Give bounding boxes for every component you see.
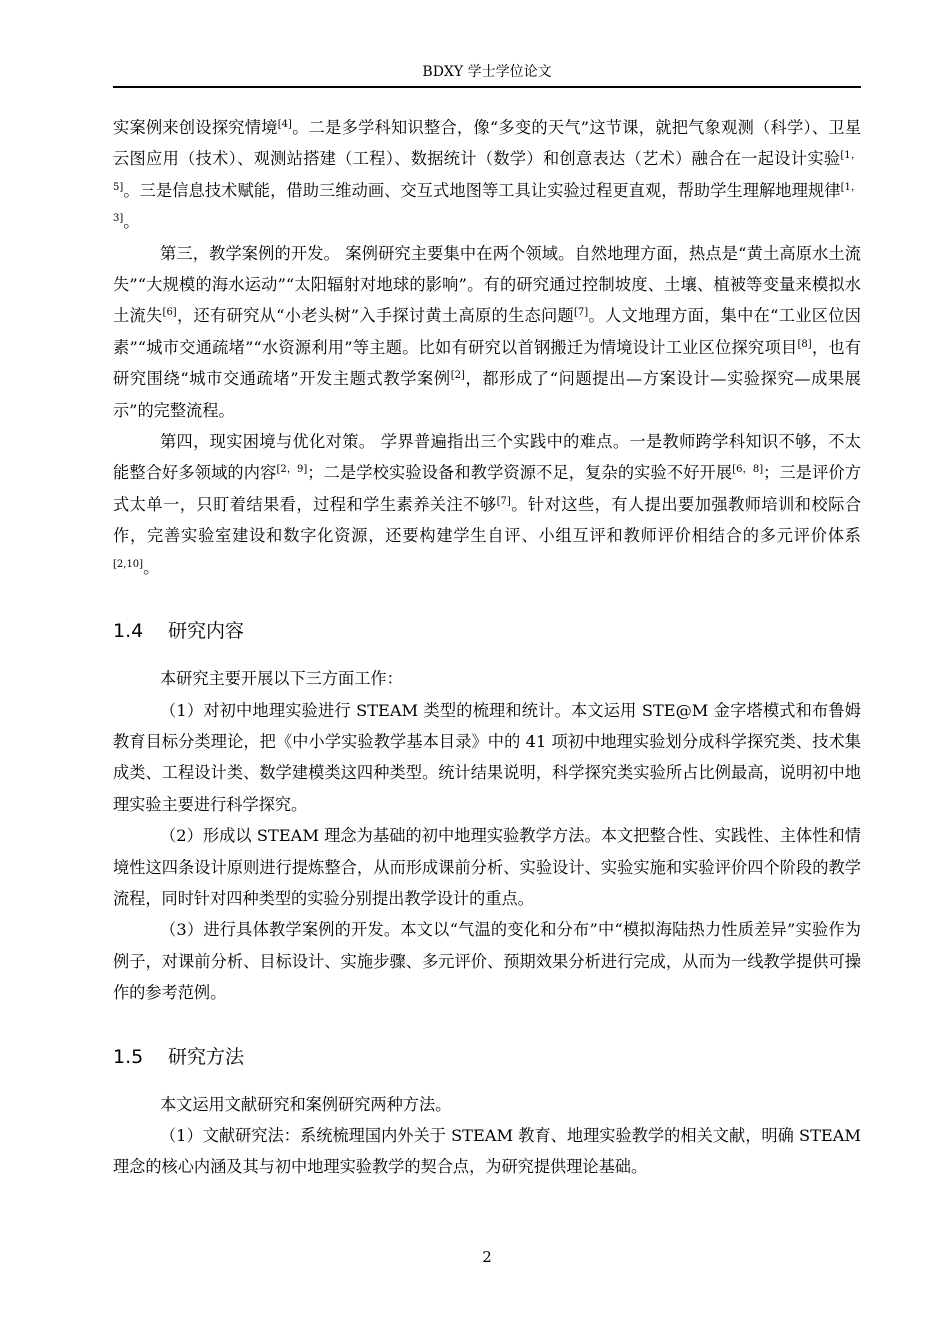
citation-ref: [2,10]	[113, 558, 144, 570]
paragraph-text: 。三是信息技术赋能，借助三维动画、交互式地图等工具让实验过程更直观，帮助学生理解地理规律	[123, 180, 841, 200]
citation-ref: [7]	[574, 307, 589, 319]
paragraph: （2）形成以 STEAM 理念为基础的初中地理实验教学方法。本文把整合性、实践性、主体性和情境性这四条设计原则进行提炼整合，从而形成课前分析、实验设计、实验实施和实验评价四个阶段的教学流程，同时针对四种类型的实验分别提出教学设计的重点。	[113, 826, 861, 908]
paragraph-text: 。人文地理方面，集中在“工业区位因素”“城市交通疏堵”“水资源利用”等主题。比如有研究以首钢搬迁为情境设计工业区位探究项目	[113, 306, 861, 357]
paragraph-text: ；二是学校实验设备和教学资源不足，复杂的实验不好开展	[307, 463, 733, 483]
paragraph	[113, 238, 861, 426]
paragraph	[113, 112, 861, 238]
paragraph-text: 第四，现实困境与优化对策。 学界普遍指出三个实践中的难点。一是教师跨学科知识不够，不太能整合好多领域的内容	[113, 432, 861, 483]
paragraph-text: 。针对这些，有人提出要加强教师培训和校际合作，完善实验室建设和数字化资源，还要构建学生自评、小组互评和教师评价相结合的多元评价体系	[113, 494, 862, 546]
citation-ref: [1，3]	[113, 181, 862, 225]
paragraph: 本文运用文献研究和案例研究两种方法。	[159, 1094, 452, 1114]
citation-ref: [6，8]	[732, 464, 764, 476]
paragraph-text: ；三是评价方式太单一，只盯着结果看，过程和学生素养关注不够	[113, 463, 862, 514]
paragraph-text: ，还有研究从“小老头树”入手探讨黄土高原的生态问题	[176, 306, 575, 326]
paragraph: （1）文献研究法：系统梳理国内外关于 STEAM 教育、地理实验教学的相关文献，明确 STEAM 理念的核心内涵及其与初中地理实验教学的契合点，为研究提供理论基础。	[113, 1125, 861, 1177]
page-header: BDXY 学士学位论文	[422, 64, 552, 80]
section-heading-1-5	[113, 1025, 861, 1089]
page-body	[113, 112, 861, 1183]
paragraph: 本研究主要开展以下三方面工作：	[159, 669, 403, 689]
section-title: 研究方法	[168, 1045, 245, 1068]
paragraph-text: 第三，教学案例的开发。 案例研究主要集中在两个领域。自然地理方面，热点是“黄土高原水土流失”“大规模的海水运动”“太阳辐射对地球的影响”。有的研究通过控制坡度、土壤、植被等变量来模拟水土流失	[113, 243, 861, 326]
paragraph-text: 实案例来创设探究情境	[113, 118, 278, 137]
citation-ref: [2，9]	[276, 464, 308, 476]
paragraph-text: 。	[123, 212, 140, 232]
paragraph-text: ，都形成了“问题提出—方案设计—实验探究—成果展示”的完整流程。	[113, 369, 861, 420]
section-title: 研究内容	[168, 620, 245, 643]
page-number: 2	[482, 1248, 492, 1266]
section-number: 1.4	[113, 620, 144, 643]
spacer	[113, 1009, 861, 1025]
paragraph: （3）进行具体教学案例的开发。本文以“气温的变化和分布”中“模拟海陆热力性质差异”实验作为例子，对课前分析、目标设计、实施步骤、多元评价、预期效果分析进行完成，从而为一线教学提供可操作的参考范例。	[113, 920, 861, 1003]
citation-ref: [1，5]	[113, 150, 862, 193]
header-rule	[113, 86, 861, 88]
citation-ref: [2]	[450, 370, 465, 382]
section-number: 1.5	[113, 1045, 144, 1068]
spacer	[113, 583, 861, 599]
citation-ref: [6]	[162, 307, 177, 319]
citation-ref: [4]	[277, 119, 292, 130]
citation-ref: [7]	[496, 495, 511, 507]
citation-ref: [8]	[797, 338, 812, 350]
paragraph-text: 。二是多学科知识整合，像“多变的天气”这节课，就把气象观测（科学）、卫星云图应用（技术）、观测站搭建（工程）、数据统计（数学）和创意表达（艺术）融合在一起设计实验	[113, 118, 862, 169]
paragraph: （1）对初中地理实验进行 STEAM 类型的梳理和统计。本文运用 STE@M 金字塔模式和布鲁姆教育目标分类理论，把《中小学实验教学基本目录》中的 41 项初中地理实验划分成科学探究类、技术集成类、工程设计类、数学建模类这四种类型。统计结果说明，科学探究类实验所占比例最高，说明初中地理实验主要进行科学探究。	[113, 700, 861, 814]
section-heading-1-4	[113, 599, 861, 663]
paragraph-text: 。	[143, 557, 160, 577]
paragraph	[113, 426, 861, 583]
paragraph-text: ，也有研究围绕“城市交通疏堵”开发主题式教学案例	[113, 337, 862, 389]
